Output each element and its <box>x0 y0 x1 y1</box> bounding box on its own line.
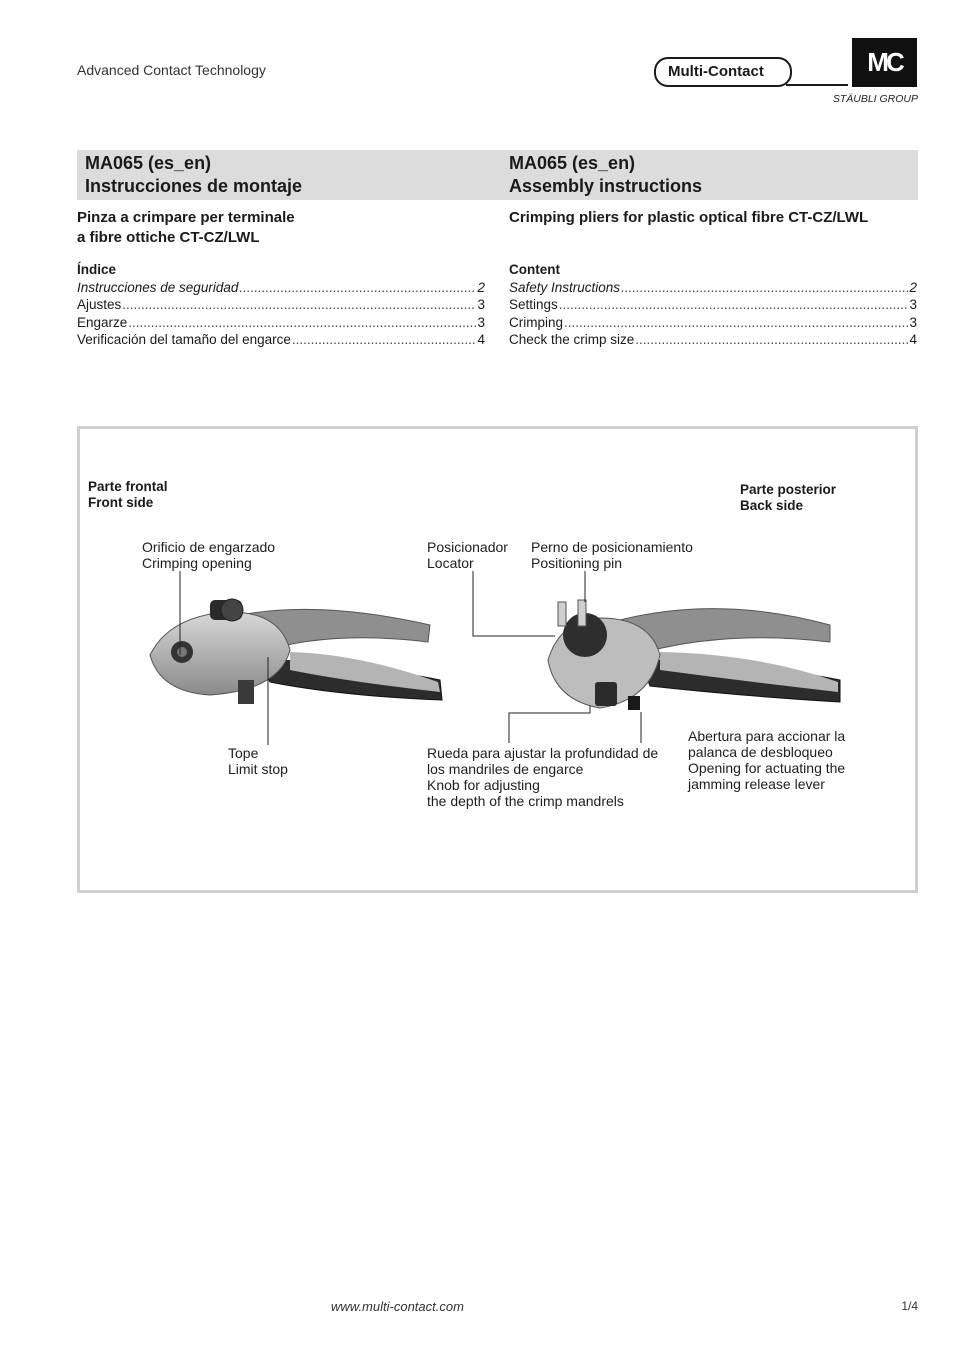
label-locator: Posicionador Locator <box>427 539 508 571</box>
toc-row[interactable]: Engarze ..... 3 <box>77 314 485 332</box>
toc-row[interactable]: Verificación del tamaño del engarce ..... 4 <box>77 331 485 349</box>
label-limit-stop: Tope Limit stop <box>228 745 288 777</box>
toc-row[interactable]: Crimping ..... 3 <box>509 314 917 332</box>
label-adjusting-knob: Rueda para ajustar la profundidad de los mandriles de engarce Knob for adjusting the depth of the crimp mandrels <box>427 745 659 809</box>
label-front-side: Parte frontal Front side <box>88 479 168 510</box>
group-label: STÄUBLI GROUP <box>832 93 918 105</box>
toc-row[interactable]: Safety Instructions ..... 2 <box>509 279 917 297</box>
doc-title: Assembly instructions <box>509 176 703 196</box>
label-back-side: Parte posterior Back side <box>740 482 837 513</box>
label-release-opening: Abertura para accionar la palanca de desbloqueo Opening for actuating the jamming release lever <box>688 728 846 792</box>
doc-code: MA065 (es_en) <box>509 153 636 173</box>
toc-heading: Content <box>509 262 560 277</box>
toc-row[interactable]: Ajustes ..... 3 <box>77 296 485 314</box>
toc-row[interactable]: Check the crimp size ..... 4 <box>509 331 917 349</box>
mc-logo: MC <box>852 38 917 87</box>
label-positioning-pin: Perno de posicionamiento Positioning pin <box>531 539 693 571</box>
subtitle-spanish: Pinza a crimpare per terminale a fibre ottiche CT-CZ/LWL <box>77 209 295 246</box>
toc-row[interactable]: Instrucciones de seguridad ..... 2 <box>77 279 485 297</box>
footer-website-link[interactable]: www.multi-contact.com <box>331 1299 464 1314</box>
brand-name: Multi-Contact <box>654 57 792 87</box>
subtitle-english: Crimping pliers for plastic optical fibre CT-CZ/LWL <box>509 209 869 226</box>
header-tagline: Advanced Contact Technology <box>77 62 266 78</box>
label-crimping-opening: Orificio de engarzado Crimping opening <box>142 539 276 571</box>
toc-row[interactable]: Settings ..... 3 <box>509 296 917 314</box>
doc-code: MA065 (es_en) <box>85 153 212 173</box>
page-number: 1/4 <box>901 1299 918 1313</box>
toc-heading: Índice <box>77 262 117 277</box>
doc-title: Instrucciones de montaje <box>85 176 303 196</box>
